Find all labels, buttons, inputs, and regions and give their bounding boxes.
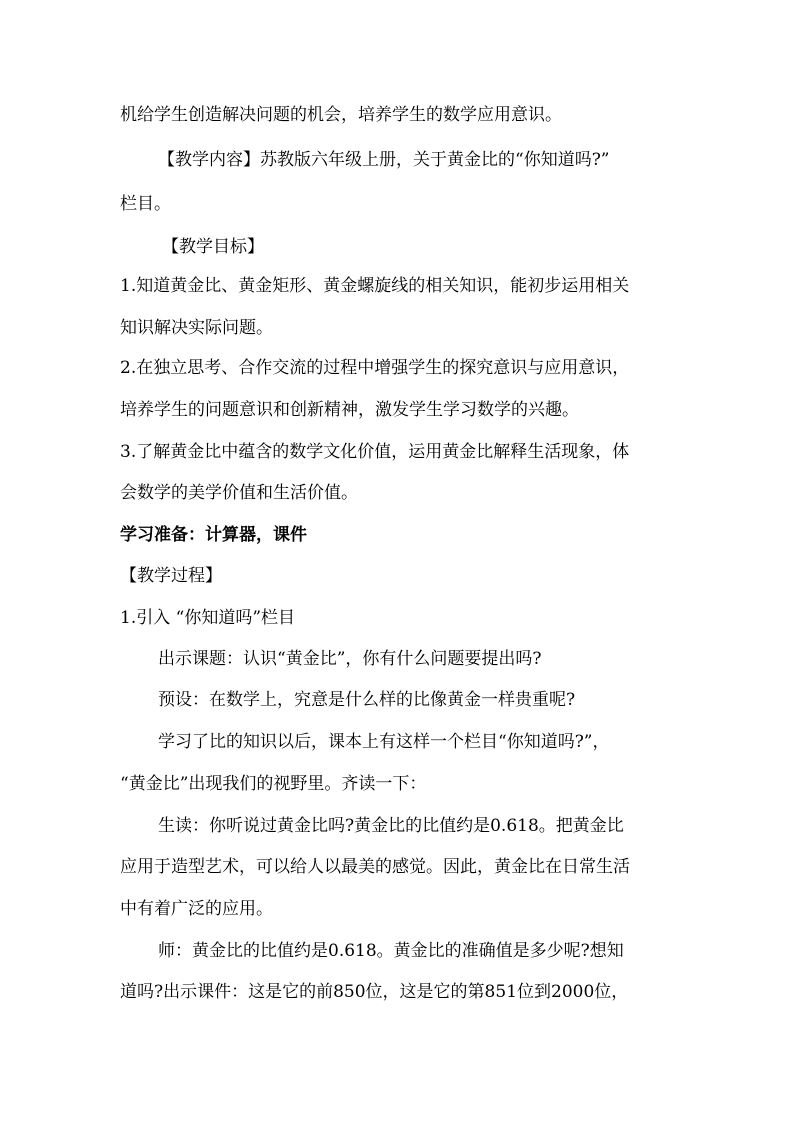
paragraph-line: 生读：你听说过黄金比吗?黄金比的比值约是0.618。把黄金比 (158, 816, 624, 836)
paragraph-line: 道吗?出示课件：这是它的前850位，这是它的第851位到2000位， (120, 982, 629, 1002)
paragraph-line: 师：黄金比的比值约是0.618。黄金比的准确值是多少呢?想知 (158, 941, 624, 961)
paragraph-line: 出示课题：认识“黄金比”，你有什么问题要提出吗? (158, 649, 542, 669)
paragraph-line: 机给学生创造解决问题的机会，培养学生的数学应用意识。 (120, 105, 562, 125)
paragraph-line: 会数学的美学价值和生活价值。 (120, 483, 358, 503)
goal-1-line: 1.知道黄金比、黄金矩形、黄金螺旋线的相关知识，能初步运用相关 (120, 276, 630, 296)
teaching-content-line: 【教学内容】苏教版六年级上册，关于黄金比的“你知道吗?” (158, 150, 610, 170)
learning-prep-line: 学习准备：计算器，课件 (120, 525, 307, 545)
paragraph-line: 培养学生的问题意识和创新精神，激发学生学习数学的兴趣。 (120, 400, 579, 420)
goal-2-line: 2.在独立思考、合作交流的过程中增强学生的探究意识与应用意识， (120, 358, 630, 378)
teaching-process-heading: 【教学过程】 (120, 566, 222, 586)
paragraph-line: 应用于造型艺术，可以给人以最美的感觉。因此，黄金比在日常生活 (120, 857, 630, 877)
paragraph-line: 知识解决实际问题。 (120, 318, 273, 338)
paragraph-line: 学习了比的知识以后，课本上有这样一个栏目“你知道吗?”， (158, 732, 610, 752)
paragraph-line: 中有着广泛的应用。 (120, 899, 273, 919)
paragraph-line: 栏目。 (120, 194, 171, 214)
paragraph-line: 预设：在数学上，究意是什么样的比像黄金一样贵重呢? (158, 690, 576, 710)
teaching-goals-heading: 【教学目标】 (162, 237, 264, 257)
goal-3-line: 3.了解黄金比中蕴含的数学文化价值，运用黄金比解释生活现象，体 (120, 442, 630, 462)
section-1-heading: 1.引入 “你知道吗”栏目 (120, 608, 296, 628)
paragraph-line: “黄金比”出现我们的视野里。齐读一下： (120, 774, 427, 794)
